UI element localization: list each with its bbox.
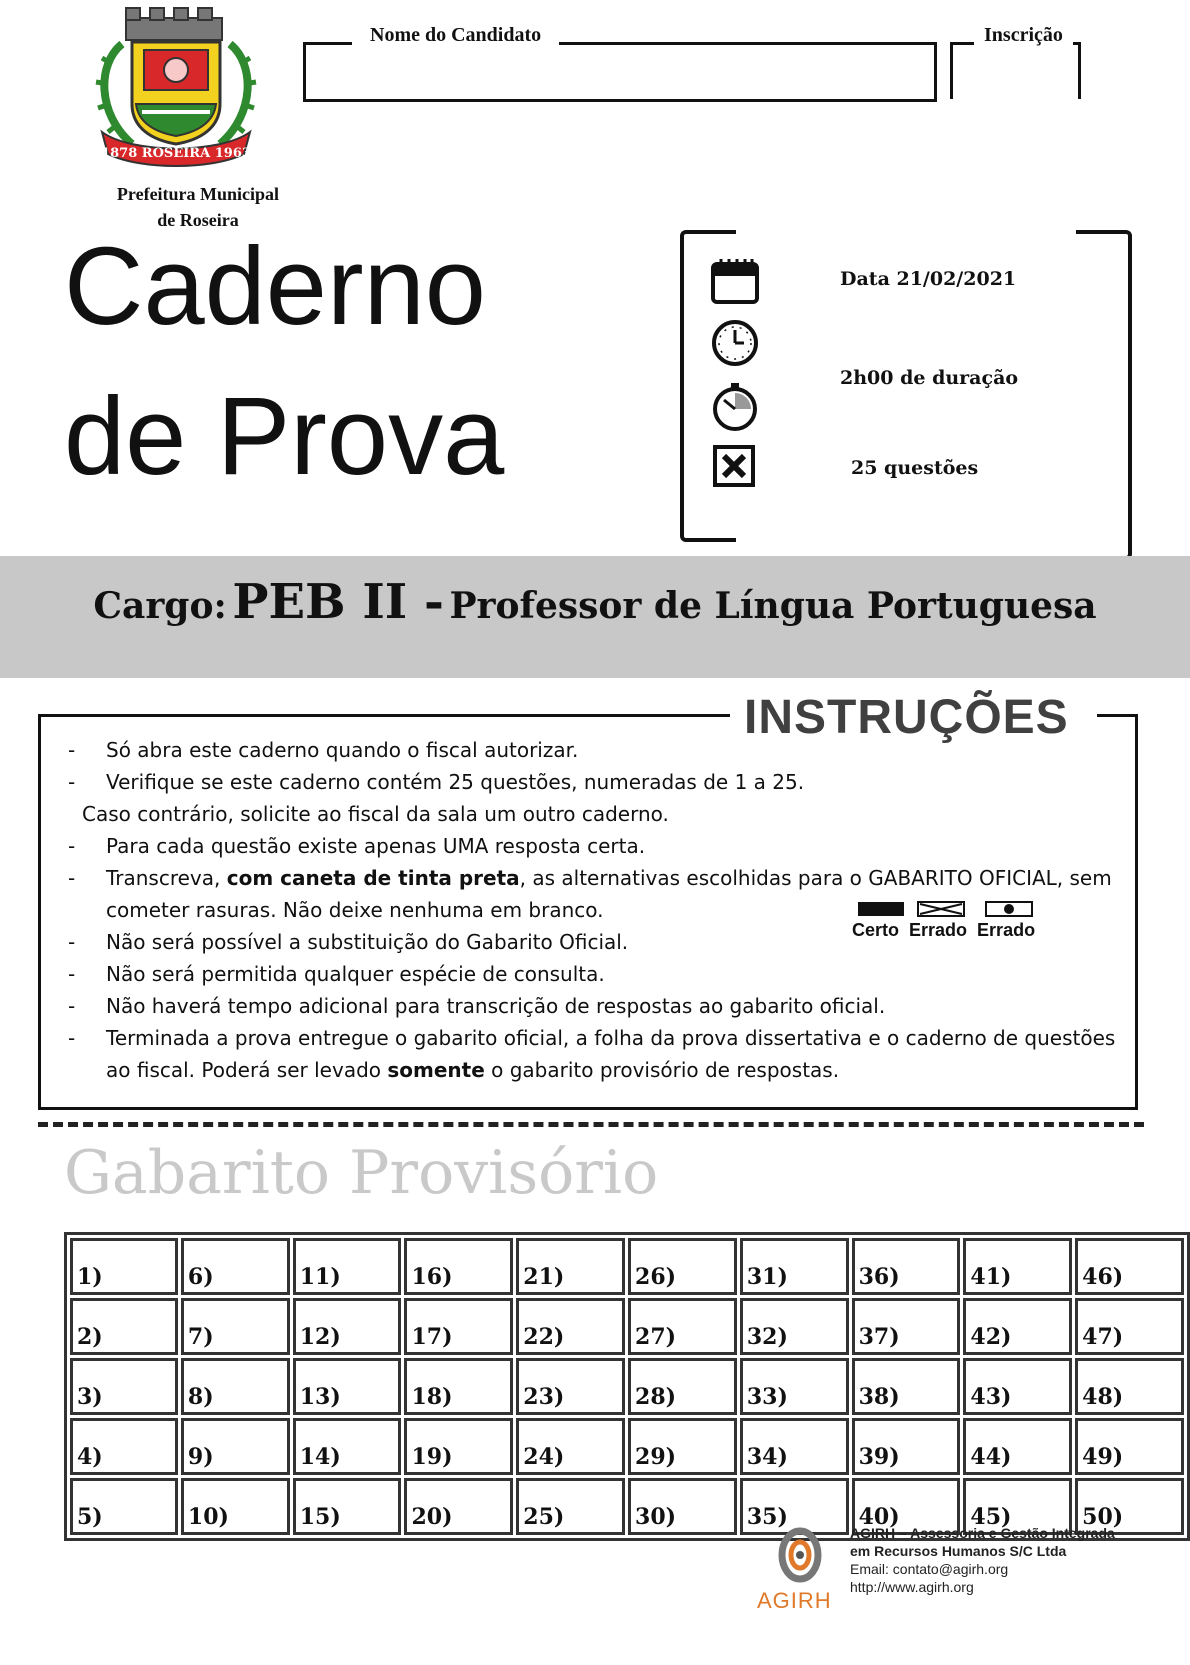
answer-cell[interactable]: 8)	[181, 1358, 290, 1415]
answer-cell[interactable]: 10)	[181, 1478, 290, 1535]
answer-cell[interactable]: 19)	[404, 1418, 513, 1475]
table-row	[70, 1238, 1184, 1295]
agirh-brand-name: AGIRH	[757, 1588, 832, 1613]
answer-cell[interactable]: 22)	[516, 1298, 625, 1355]
answer-cell[interactable]: 36)	[852, 1238, 961, 1295]
legend-correct-mark	[858, 902, 904, 916]
organization-name-line2: de Roseira	[157, 210, 239, 230]
answer-cell[interactable]: 49)	[1075, 1418, 1184, 1475]
answer-cell[interactable]: 7)	[181, 1298, 290, 1355]
crest-banner-text: 1878 ROSEIRA 1963	[101, 146, 251, 161]
instruction-item: - Não será possível a substituição do Gabarito Oficial.	[68, 930, 629, 954]
cargo-prefix: Cargo:	[93, 585, 227, 627]
registration-field-gap	[955, 60, 1075, 90]
info-box-right-bracket	[1076, 230, 1132, 560]
answer-cell[interactable]: 37)	[852, 1298, 961, 1355]
table-row	[70, 1298, 1184, 1355]
instruction-item: - Só abra este caderno quando o fiscal autorizar.	[68, 738, 579, 762]
instruction-item: - Transcreva, com caneta de tinta preta, as alternativas escolhidas para o GABARITO OFICIAL, sem	[68, 866, 1112, 890]
calendar-icon	[710, 256, 760, 306]
answer-key-title: Gabarito Provisório	[64, 1138, 659, 1208]
footer-company-line1: AGIRH – Assessoria e Gestão Integrada	[850, 1525, 1115, 1541]
footer-company-line2: em Recursos Humanos S/C Ltda	[850, 1543, 1067, 1559]
answer-cell[interactable]: 48)	[1075, 1358, 1184, 1415]
answer-cell[interactable]: 28)	[628, 1358, 737, 1415]
answer-cell[interactable]: 2)	[70, 1298, 178, 1355]
exam-date: Data 21/02/2021	[840, 268, 1017, 290]
answer-cell[interactable]: 4)	[70, 1418, 178, 1475]
candidate-name-label: Nome do Candidato	[352, 24, 559, 47]
answer-cell[interactable]: 9)	[181, 1418, 290, 1475]
instruction-item: - Para cada questão existe apenas UMA resposta certa.	[68, 834, 646, 858]
answer-cell[interactable]: 31)	[740, 1238, 849, 1295]
answer-cell[interactable]: 26)	[628, 1238, 737, 1295]
legend-wrong-x-mark	[918, 902, 964, 916]
table-row	[70, 1358, 1184, 1415]
answer-cell[interactable]: 27)	[628, 1298, 737, 1355]
legend-wrong-label: Errado	[909, 920, 968, 940]
instruction-item: - Não haverá tempo adicional para transcrição de respostas ao gabarito oficial.	[68, 994, 886, 1018]
answer-cell[interactable]: 29)	[628, 1418, 737, 1475]
answer-cell[interactable]: 24)	[516, 1418, 625, 1475]
answer-cell[interactable]: 12)	[293, 1298, 402, 1355]
clock-icon	[710, 318, 760, 368]
answer-cell[interactable]: 17)	[404, 1298, 513, 1355]
answer-cell[interactable]: 20)	[404, 1478, 513, 1535]
answer-cell[interactable]: 11)	[293, 1238, 402, 1295]
answer-cell[interactable]: 30)	[628, 1478, 737, 1535]
question-count: 25 questões	[851, 457, 979, 479]
stopwatch-icon	[710, 382, 760, 432]
answer-cell[interactable]: 1)	[70, 1238, 178, 1295]
cut-line-separator	[38, 1122, 1144, 1127]
answer-cell[interactable]: 23)	[516, 1358, 625, 1415]
answer-cell[interactable]: 45)	[963, 1478, 1072, 1535]
answer-cell[interactable]: 42)	[963, 1298, 1072, 1355]
answer-cell[interactable]: 21)	[516, 1238, 625, 1295]
organization-name-line1: Prefeitura Municipal	[116, 184, 280, 204]
instruction-item: - Terminada a prova entregue o gabarito oficial, a folha da prova dissertativa e o caderno de questões	[68, 1026, 1116, 1050]
answer-cell[interactable]: 15)	[293, 1478, 402, 1535]
instruction-continuation: ao fiscal. Poderá ser levado somente o gabarito provisório de respostas.	[106, 1058, 840, 1082]
answer-cell[interactable]: 3)	[70, 1358, 178, 1415]
checkbox-x-icon	[712, 444, 756, 488]
agirh-logo-icon	[770, 1520, 830, 1590]
legend-correct-label: Certo	[852, 920, 900, 940]
answer-cell[interactable]: 43)	[963, 1358, 1072, 1415]
answer-cell[interactable]: 6)	[181, 1238, 290, 1295]
legend-wrong-label: Errado	[977, 920, 1036, 940]
instruction-continuation: Caso contrário, solicite ao fiscal da sala um outro caderno.	[82, 802, 669, 826]
answer-key-grid	[64, 1232, 1190, 1541]
instruction-item: - Verifique se este caderno contém 25 questões, numeradas de 1 a 25.	[68, 770, 805, 794]
cargo-heading	[0, 574, 1190, 630]
instructions-heading: INSTRUÇÕES	[730, 690, 1097, 745]
answer-cell[interactable]: 5)	[70, 1478, 178, 1535]
answer-cell[interactable]: 25)	[516, 1478, 625, 1535]
answer-cell[interactable]: 14)	[293, 1418, 402, 1475]
answer-cell[interactable]: 50)	[1075, 1478, 1184, 1535]
table-row	[70, 1418, 1184, 1475]
answer-cell[interactable]: 38)	[852, 1358, 961, 1415]
answer-cell[interactable]: 35)	[740, 1478, 849, 1535]
instruction-continuation: cometer rasuras. Não deixe nenhuma em branco.	[106, 898, 604, 922]
answer-cell[interactable]: 46)	[1075, 1238, 1184, 1295]
answer-cell[interactable]: 40)	[852, 1478, 961, 1535]
answer-cell[interactable]: 44)	[963, 1418, 1072, 1475]
legend-labels	[852, 920, 1035, 941]
answer-cell[interactable]: 16)	[404, 1238, 513, 1295]
marking-legend	[856, 900, 1046, 918]
answer-cell[interactable]: 47)	[1075, 1298, 1184, 1355]
page-title-line2: de Prova	[64, 375, 505, 498]
answer-cell[interactable]: 33)	[740, 1358, 849, 1415]
footer-email: Email: contato@agirh.org	[850, 1561, 1009, 1577]
exam-duration: 2h00 de duração	[840, 367, 1019, 389]
cargo-code: PEB II -	[232, 574, 444, 630]
footer-contact	[850, 1524, 1115, 1596]
answer-cell[interactable]: 32)	[740, 1298, 849, 1355]
instruction-item: - Não será permitida qualquer espécie de consulta.	[68, 962, 605, 986]
answer-cell[interactable]: 41)	[963, 1238, 1072, 1295]
answer-cell[interactable]: 39)	[852, 1418, 961, 1475]
page-title-line1: Caderno	[64, 225, 486, 348]
cargo-title: Professor de Língua Portuguesa	[449, 585, 1097, 627]
footer-website-link[interactable]: http://www.agirh.org	[850, 1579, 974, 1595]
answer-cell[interactable]: 13)	[293, 1358, 402, 1415]
legend-wrong-dot-mark	[986, 902, 1032, 916]
answer-cell[interactable]: 18)	[404, 1358, 513, 1415]
candidate-name-field[interactable]	[303, 42, 937, 102]
municipal-crest-logo	[92, 4, 260, 174]
registration-label: Inscrição	[974, 24, 1073, 47]
answer-cell[interactable]: 34)	[740, 1418, 849, 1475]
